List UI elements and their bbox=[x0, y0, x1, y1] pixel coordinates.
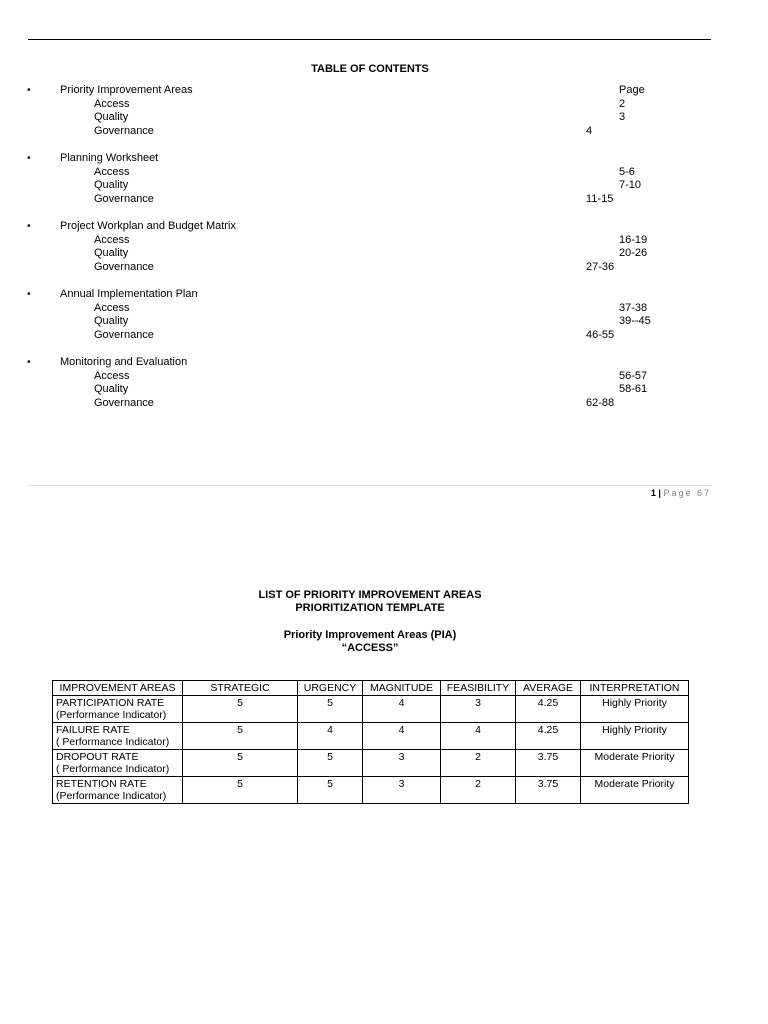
toc-item-label: Access bbox=[94, 233, 130, 246]
toc-item-page: 62-88 bbox=[586, 396, 615, 409]
feasibility-cell: 2 bbox=[441, 777, 516, 804]
toc-item-label: Quality bbox=[94, 383, 129, 395]
magnitude-cell: 3 bbox=[363, 750, 441, 777]
toc-item bbox=[0, 261, 768, 275]
toc-item bbox=[0, 302, 768, 316]
toc-item-page: 20-26 bbox=[619, 247, 648, 259]
area-indicator: ( Performance Indicator) bbox=[56, 763, 170, 775]
strategic-cell: 5 bbox=[183, 777, 298, 804]
average-cell: 4.25 bbox=[516, 696, 581, 723]
footer-rule bbox=[28, 485, 711, 486]
toc-section-heading bbox=[0, 84, 768, 98]
toc-section bbox=[0, 84, 768, 138]
table-header-cell: INTERPRETATION bbox=[581, 681, 689, 696]
page2-title-line2: PRIORITIZATION TEMPLATE bbox=[295, 602, 445, 614]
footer-page-label: Page 67 bbox=[663, 488, 711, 498]
toc-page-ref: Page bbox=[619, 84, 645, 96]
header-rule bbox=[28, 39, 711, 40]
toc-item-label: Quality bbox=[94, 315, 129, 327]
footer-separator: | bbox=[658, 488, 661, 498]
page2-title-line1: LIST OF PRIORITY IMPROVEMENT AREAS bbox=[258, 589, 482, 601]
interpretation-cell: Moderate Priority bbox=[581, 750, 689, 777]
toc-item-page: 39--45 bbox=[619, 315, 651, 327]
average-cell: 3.75 bbox=[516, 777, 581, 804]
toc-item-label: Quality bbox=[94, 179, 129, 191]
table-row bbox=[53, 777, 689, 804]
bullet-icon: • bbox=[27, 85, 31, 96]
toc-item-label: Governance bbox=[94, 192, 154, 205]
table-header-cell: URGENCY bbox=[298, 681, 363, 696]
area-indicator: (Performance Indicator) bbox=[56, 790, 167, 802]
area-indicator: ( Performance Indicator) bbox=[56, 736, 170, 748]
toc-item bbox=[0, 111, 768, 125]
feasibility-cell: 3 bbox=[441, 696, 516, 723]
average-cell: 4.25 bbox=[516, 723, 581, 750]
magnitude-cell: 3 bbox=[363, 777, 441, 804]
toc-section-label: Planning Worksheet bbox=[60, 152, 159, 164]
toc-section-label: Project Workplan and Budget Matrix bbox=[60, 220, 236, 232]
urgency-cell: 5 bbox=[298, 750, 363, 777]
toc-section-label: Monitoring and Evaluation bbox=[60, 356, 188, 368]
toc-item bbox=[0, 247, 768, 261]
bullet-icon: • bbox=[27, 221, 31, 232]
area-cell bbox=[53, 777, 183, 804]
table-header-cell: IMPROVEMENT AREAS bbox=[53, 681, 183, 696]
area-cell bbox=[53, 696, 183, 723]
toc-section bbox=[0, 288, 768, 342]
urgency-cell: 4 bbox=[298, 723, 363, 750]
toc-item-label: Quality bbox=[94, 247, 129, 259]
table-row bbox=[53, 750, 689, 777]
toc-item-page: 46-55 bbox=[586, 328, 615, 341]
table-header-cell: AVERAGE bbox=[516, 681, 581, 696]
toc-item bbox=[0, 397, 768, 411]
page2-subtitle-line2: “ACCESS” bbox=[341, 642, 399, 654]
table-of-contents bbox=[0, 84, 768, 424]
toc-item bbox=[0, 193, 768, 207]
bullet-icon: • bbox=[27, 153, 31, 164]
toc-section bbox=[0, 220, 768, 274]
toc-item-label: Governance bbox=[94, 124, 154, 137]
urgency-cell: 5 bbox=[298, 696, 363, 723]
toc-item-label: Governance bbox=[94, 328, 154, 341]
page2-subtitle-line1: Priority Improvement Areas (PIA) bbox=[283, 629, 457, 641]
toc-item-page: 37-38 bbox=[619, 301, 648, 314]
toc-item-page: 27-36 bbox=[586, 260, 615, 273]
toc-section-label: Annual Implementation Plan bbox=[60, 288, 198, 300]
table-header-cell: MAGNITUDE bbox=[363, 681, 441, 696]
toc-item-page: 58-61 bbox=[619, 383, 648, 395]
interpretation-cell: Highly Priority bbox=[581, 723, 689, 750]
toc-item bbox=[0, 383, 768, 397]
feasibility-cell: 2 bbox=[441, 750, 516, 777]
toc-item-label: Governance bbox=[94, 396, 154, 409]
toc-item-label: Governance bbox=[94, 260, 154, 273]
area-cell bbox=[53, 750, 183, 777]
toc-item-page: 3 bbox=[619, 111, 626, 123]
strategic-cell: 5 bbox=[183, 723, 298, 750]
toc-item-page: 4 bbox=[586, 124, 593, 137]
table-header-row bbox=[53, 681, 689, 696]
toc-item-label: Access bbox=[94, 369, 130, 382]
toc-item-label: Access bbox=[94, 165, 130, 178]
toc-item bbox=[0, 315, 768, 329]
area-name: DROPOUT RATE bbox=[56, 751, 139, 763]
toc-item-label: Access bbox=[94, 97, 130, 110]
priority-table bbox=[52, 680, 689, 804]
toc-item-page: 56-57 bbox=[619, 369, 648, 382]
toc-item bbox=[0, 98, 768, 112]
toc-item-label: Quality bbox=[94, 111, 129, 123]
area-name: PARTICIPATION RATE bbox=[56, 697, 165, 709]
toc-item bbox=[0, 179, 768, 193]
bullet-icon: • bbox=[27, 289, 31, 300]
toc-section-heading bbox=[0, 288, 768, 302]
table-row bbox=[53, 723, 689, 750]
toc-item bbox=[0, 125, 768, 139]
interpretation-cell: Highly Priority bbox=[581, 696, 689, 723]
toc-item bbox=[0, 166, 768, 180]
toc-title: TABLE OF CONTENTS bbox=[311, 63, 429, 75]
footer-page-number: 1 bbox=[650, 488, 656, 498]
toc-section-heading bbox=[0, 356, 768, 370]
toc-item-page: 16-19 bbox=[619, 233, 648, 246]
page-footer bbox=[651, 488, 711, 498]
magnitude-cell: 4 bbox=[363, 723, 441, 750]
table-header-cell: STRATEGIC bbox=[183, 681, 298, 696]
feasibility-cell: 4 bbox=[441, 723, 516, 750]
toc-section bbox=[0, 356, 768, 410]
table-row bbox=[53, 696, 689, 723]
toc-section-heading bbox=[0, 152, 768, 166]
toc-item-label: Access bbox=[94, 301, 130, 314]
strategic-cell: 5 bbox=[183, 696, 298, 723]
toc-section bbox=[0, 152, 768, 206]
area-name: RETENTION RATE bbox=[56, 778, 147, 790]
toc-item bbox=[0, 329, 768, 343]
area-cell bbox=[53, 723, 183, 750]
table-header-cell: FEASIBILITY bbox=[441, 681, 516, 696]
strategic-cell: 5 bbox=[183, 750, 298, 777]
interpretation-cell: Moderate Priority bbox=[581, 777, 689, 804]
toc-item bbox=[0, 234, 768, 248]
area-name: FAILURE RATE bbox=[56, 724, 130, 736]
average-cell: 3.75 bbox=[516, 750, 581, 777]
toc-item bbox=[0, 370, 768, 384]
toc-item-page: 11-15 bbox=[586, 192, 614, 205]
toc-section-heading bbox=[0, 220, 768, 234]
magnitude-cell: 4 bbox=[363, 696, 441, 723]
urgency-cell: 5 bbox=[298, 777, 363, 804]
toc-item-page: 2 bbox=[619, 97, 626, 110]
toc-section-label: Priority Improvement Areas bbox=[60, 84, 193, 96]
area-indicator: (Performance Indicator) bbox=[56, 709, 167, 721]
toc-item-page: 7-10 bbox=[619, 179, 642, 191]
bullet-icon: • bbox=[27, 357, 31, 368]
toc-item-page: 5-6 bbox=[619, 165, 635, 178]
